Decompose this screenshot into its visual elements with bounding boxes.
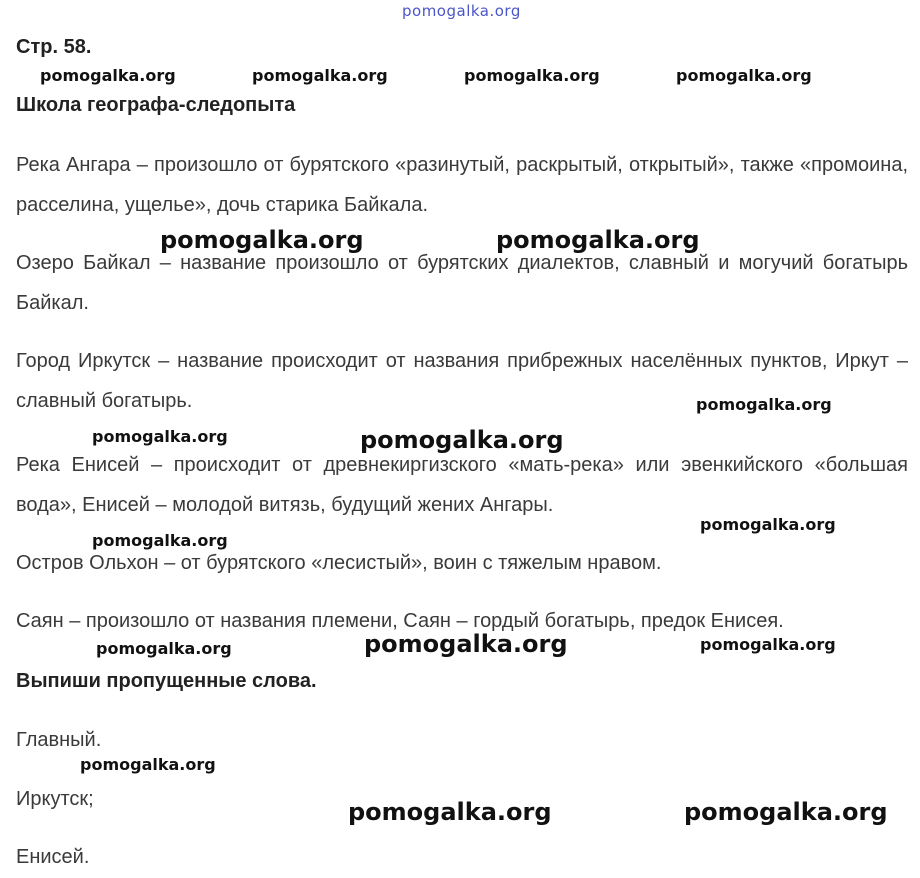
paragraph-sayan: Саян – произошло от названия племени, Саян – гордый богатырь, предок Енисея. bbox=[16, 610, 784, 632]
watermark: pomogalka.org bbox=[684, 798, 888, 826]
paragraph-yenisei: Река Енисей – происходит от древнекиргизского «мать-река» или эвенкийского «большая вода», Енисей – молодой витязь, будущий жених Ангары. bbox=[16, 454, 908, 516]
answer-item: Главный. bbox=[16, 729, 102, 751]
answer-item: Иркутск; bbox=[16, 788, 94, 810]
watermark: pomogalka.org bbox=[92, 427, 228, 446]
watermark: pomogalka.org bbox=[700, 635, 836, 654]
watermark: pomogalka.org bbox=[160, 226, 364, 254]
paragraph-olkhon: Остров Ольхон – от бурятского «лесистый», воин с тяжелым нравом. bbox=[16, 552, 662, 574]
watermark: pomogalka.org bbox=[496, 226, 700, 254]
watermark: pomogalka.org bbox=[696, 395, 832, 414]
watermark: pomogalka.org bbox=[80, 755, 216, 774]
paragraph-angara: Река Ангара – произошло от бурятского «разинутый, раскрытый, открытый», также «промоина, расселина, ущелье», дочь старика Байкала. bbox=[16, 154, 908, 216]
watermark: pomogalka.org bbox=[676, 66, 812, 85]
watermark: pomogalka.org bbox=[464, 66, 600, 85]
section-title: Школа географа-следопыта bbox=[16, 94, 296, 116]
watermark: pomogalka.org bbox=[92, 531, 228, 550]
watermark: pomogalka.org bbox=[96, 639, 232, 658]
watermark: pomogalka.org bbox=[360, 426, 564, 454]
watermark: pomogalka.org bbox=[40, 66, 176, 85]
answer-item: Енисей. bbox=[16, 846, 90, 868]
paragraph-irkutsk: Город Иркутск – название происходит от названия прибрежных населённых пунктов, Иркут – славный богатырь. bbox=[16, 350, 908, 412]
page-reference: Стр. 58. bbox=[16, 36, 92, 58]
section-title: Выпиши пропущенные слова. bbox=[16, 670, 317, 692]
watermark: pomogalka.org bbox=[252, 66, 388, 85]
top-watermark: pomogalka.org bbox=[402, 2, 521, 20]
watermark: pomogalka.org bbox=[348, 798, 552, 826]
watermark: pomogalka.org bbox=[700, 515, 836, 534]
watermark: pomogalka.org bbox=[364, 630, 568, 658]
paragraph-baikal: Озеро Байкал – название произошло от бурятских диалектов, славный и могучий богатырь Байкал. bbox=[16, 252, 908, 314]
